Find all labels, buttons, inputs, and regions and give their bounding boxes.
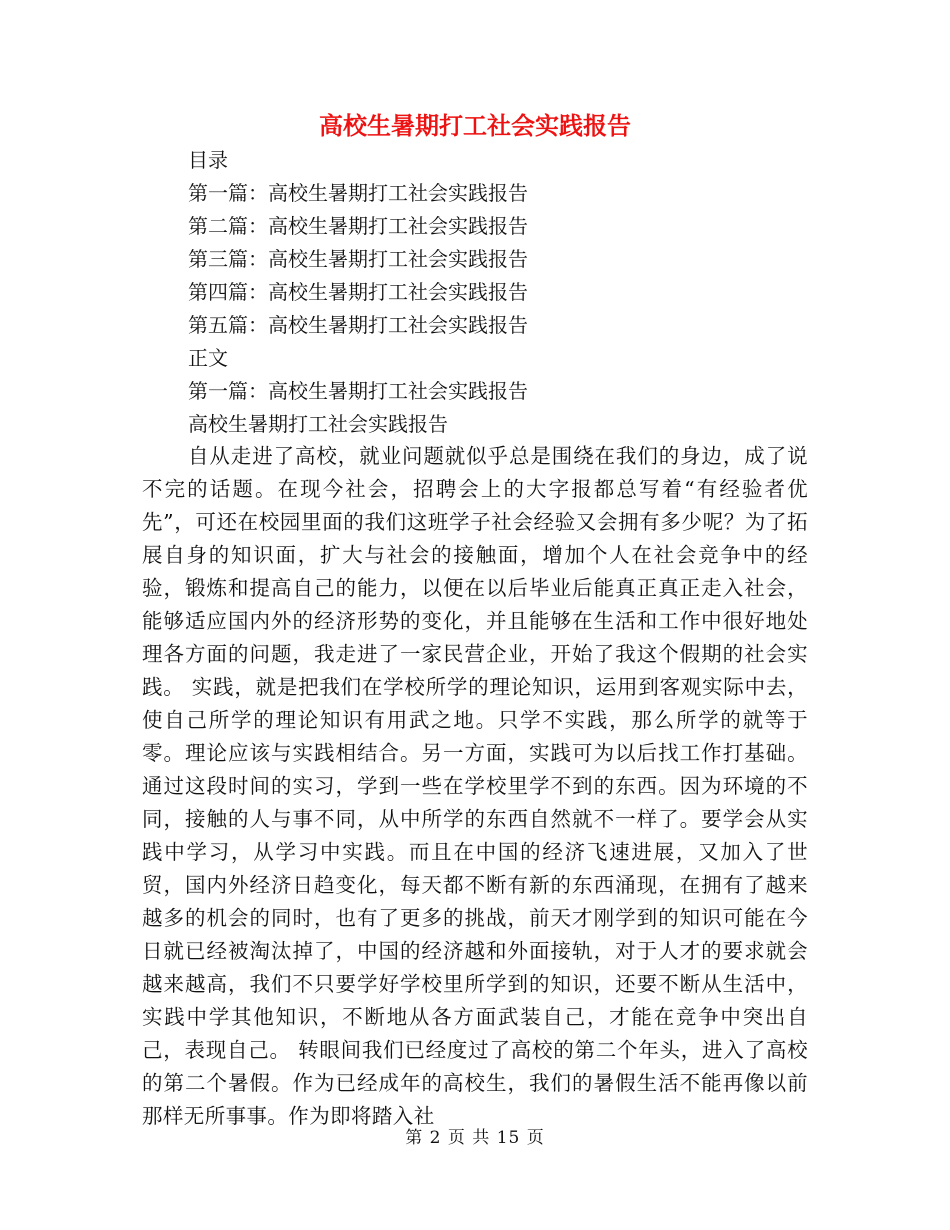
document-title: 高校生暑期打工社会实践报告 — [319, 111, 631, 140]
article-title: 高校生暑期打工社会实践报告 — [188, 412, 448, 436]
table-of-contents — [188, 144, 528, 441]
toc-item: 第二篇：高校生暑期打工社会实践报告 — [188, 214, 528, 238]
page-number-footer: 第 2 页 共 15 页 — [405, 1128, 545, 1148]
body-paragraph: 自从走进了高校，就业问题就似乎总是围绕在我们的身边，成了说不完的话题。在现今社会，招聘会上的大字报都总写着“有经验者优先”，可还在校园里面的我们这班学子社会经验又会拥有多少呢？为了拓展自身的知识面，扩大与社会的接触面，增加个人在社会竞争中的经验，锻炼和提高自己的能力，以便在以后毕业后能真正真正走入社会，能够适应国内外的经济形势的变化，并且能够在生活和工作中很好地处理各方面的问题，我走进了一家民营企业，开始了我这个假期的社会实践。 实践，就是把我们在学校所学的理论知识，运用到客观实际中去，使自己所学的理论知识有用武之地。只学不实践，那么所学的就等于零。理论应该与实践相结合。另一方面，实践可为以后找工作打基础。通过这段时间的实习，学到一些在学校里学不到的东西。因为环境的不同，接触的人与事不同，从中所学的东西自然就不一样了。要学会从实践中学习，从学习中实践。而且在中国的经济飞速进展，又加入了世贸，国内外经济日趋变化，每天都不断有新的东西涌现，在拥有了越来越多的机会的同时，也有了更多的挑战，前天才刚学到的知识可能在今日就已经被淘汰掉了，中国的经济越和外面接轨，对于人才的要求就会越来越高，我们不只要学好学校里所学到的知识，还要不断从生活中，实践中学其他知识，不断地从各方面武装自己，才能在竞争中突出自己，表现自己。 转眼间我们已经度过了高校的第二个年头，进入了高校的第二个暑假。作为已经成年的高校生，我们的暑假生活不能再像以前那样无所事事。作为即将踏入社 — [142, 444, 808, 1128]
toc-heading: 目录 — [188, 148, 228, 172]
section-heading: 第一篇：高校生暑期打工社会实践报告 — [188, 379, 528, 403]
toc-item: 第五篇：高校生暑期打工社会实践报告 — [188, 313, 528, 337]
toc-item: 第四篇：高校生暑期打工社会实践报告 — [188, 280, 528, 304]
toc-item: 第一篇：高校生暑期打工社会实践报告 — [188, 181, 528, 205]
body-heading: 正文 — [188, 346, 228, 370]
toc-item: 第三篇：高校生暑期打工社会实践报告 — [188, 247, 528, 271]
